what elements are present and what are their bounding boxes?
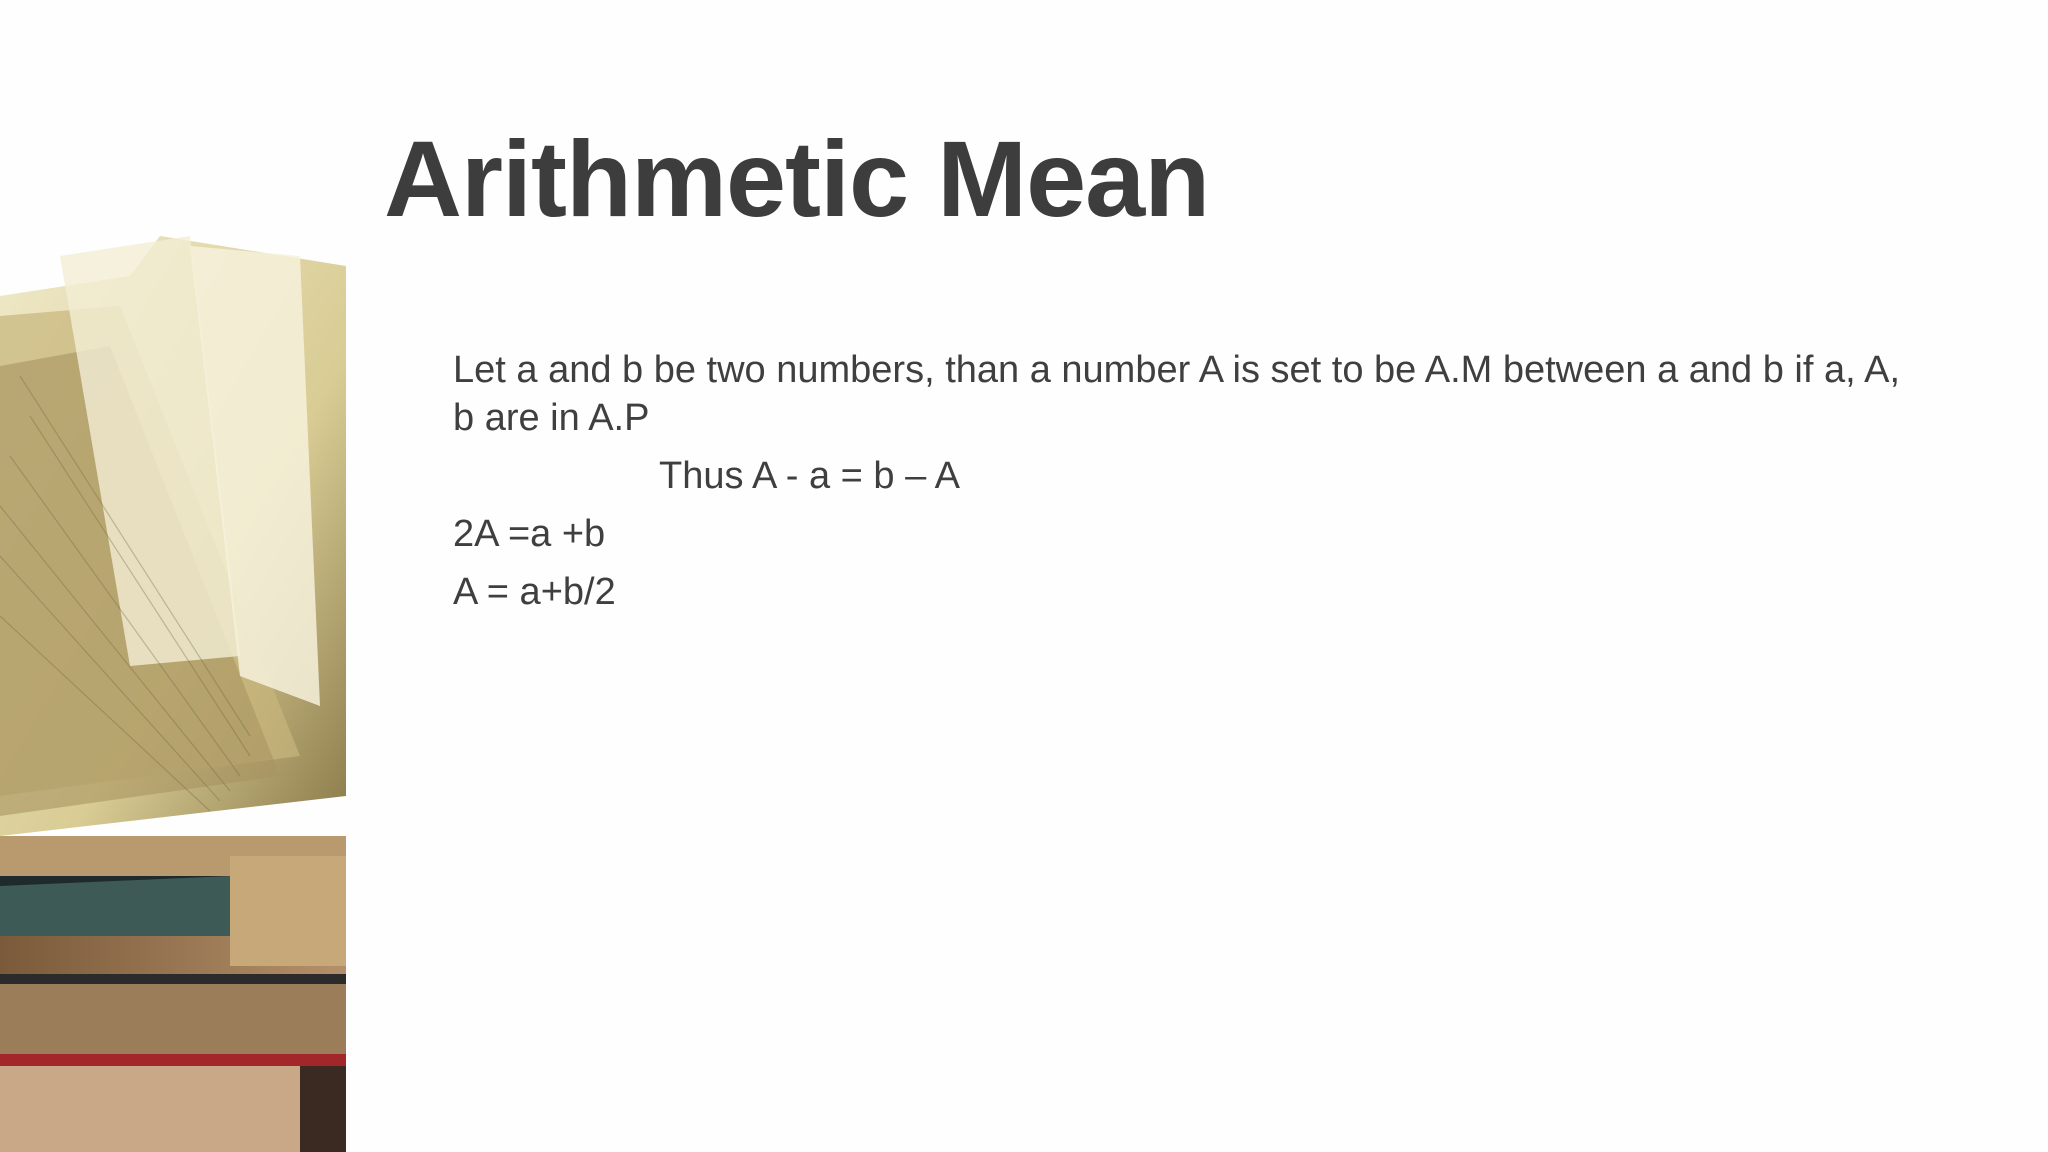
- body-line-2a: 2A =a +b: [453, 513, 606, 555]
- slide-body: [453, 346, 1913, 626]
- body-line-definition: Let a and b be two numbers, than a number A is set to be A.M between a and b if a, A, b are in A.P: [453, 349, 1901, 439]
- book-stack-image: [0, 236, 346, 1152]
- body-line-thus: Thus A - a = b – A: [659, 455, 961, 497]
- body-line-formula: A = a+b/2: [453, 571, 616, 613]
- slide-title: Arithmetic Mean: [384, 118, 1210, 239]
